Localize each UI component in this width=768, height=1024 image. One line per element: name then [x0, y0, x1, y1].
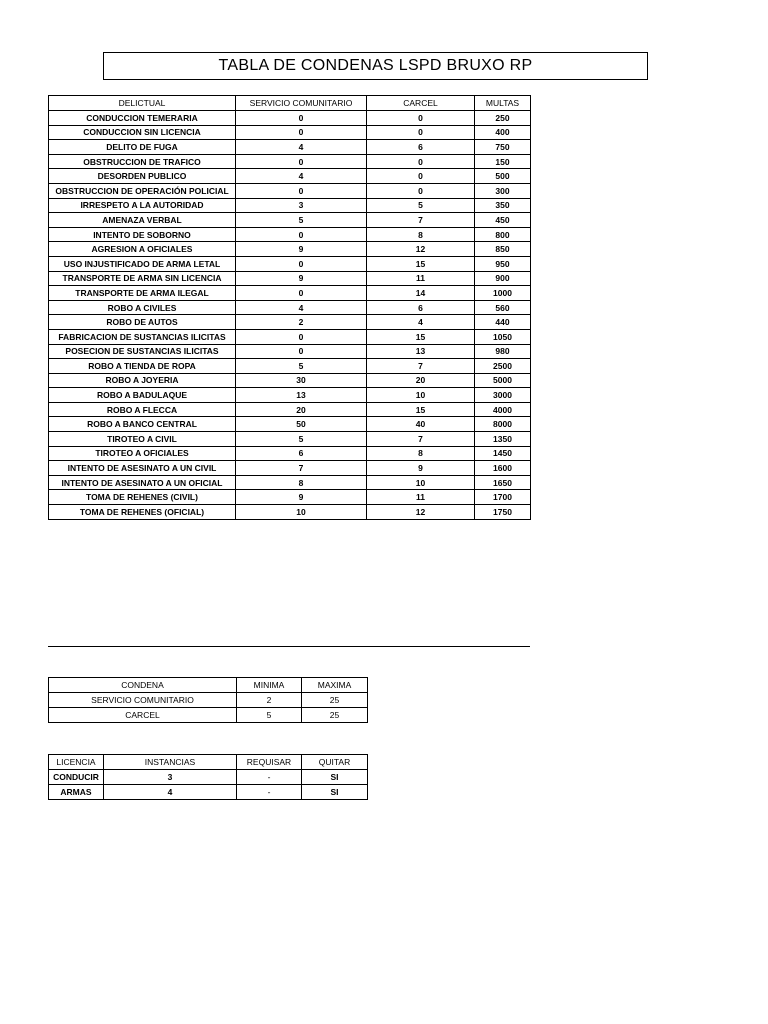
table-row	[49, 785, 368, 800]
table-row	[49, 446, 531, 461]
header-minima: MINIMA	[237, 678, 302, 693]
cell-delito: DELITO DE FUGA	[49, 140, 236, 155]
cell-multa: 800	[475, 227, 531, 242]
table-row	[49, 169, 531, 184]
page-title: TABLA DE CONDENAS LSPD BRUXO RP	[103, 52, 648, 80]
cell-multa: 1650	[475, 475, 531, 490]
cell-licencia: CONDUCIR	[49, 770, 104, 785]
cell-carcel: 40	[367, 417, 475, 432]
cell-servicio-comunitario: 9	[236, 271, 367, 286]
cell-servicio-comunitario: 0	[236, 329, 367, 344]
cell-delito: TIROTEO A CIVIL	[49, 432, 236, 447]
cell-delito: TRANSPORTE DE ARMA SIN LICENCIA	[49, 271, 236, 286]
cell-delito: ROBO A FLECCA	[49, 402, 236, 417]
cell-carcel: 0	[367, 154, 475, 169]
cell-delito: TIROTEO A OFICIALES	[49, 446, 236, 461]
cell-carcel: 5	[367, 198, 475, 213]
cell-quitar: SI	[302, 770, 368, 785]
cell-minima: 2	[237, 693, 302, 708]
header-instancias: INSTANCIAS	[104, 755, 237, 770]
cell-multa: 150	[475, 154, 531, 169]
cell-quitar: SI	[302, 785, 368, 800]
cell-servicio-comunitario: 8	[236, 475, 367, 490]
cell-servicio-comunitario: 9	[236, 242, 367, 257]
cell-delito: ROBO A BADULAQUE	[49, 388, 236, 403]
cell-carcel: 11	[367, 271, 475, 286]
cell-multa: 1700	[475, 490, 531, 505]
table-row	[49, 227, 531, 242]
table-row	[49, 505, 531, 520]
cell-multa: 560	[475, 300, 531, 315]
cell-delito: ROBO A TIENDA DE ROPA	[49, 359, 236, 374]
table-row	[49, 693, 368, 708]
cell-multa: 400	[475, 125, 531, 140]
cell-multa: 250	[475, 111, 531, 126]
cell-multa: 1350	[475, 432, 531, 447]
table-row	[49, 300, 531, 315]
table-row	[49, 417, 531, 432]
cell-servicio-comunitario: 20	[236, 402, 367, 417]
cell-servicio-comunitario: 10	[236, 505, 367, 520]
cell-carcel: 7	[367, 213, 475, 228]
cell-multa: 300	[475, 183, 531, 198]
cell-servicio-comunitario: 50	[236, 417, 367, 432]
cell-carcel: 12	[367, 505, 475, 520]
cell-multa: 3000	[475, 388, 531, 403]
cell-carcel: 15	[367, 256, 475, 271]
cell-servicio-comunitario: 5	[236, 213, 367, 228]
cell-servicio-comunitario: 2	[236, 315, 367, 330]
cell-carcel: 7	[367, 359, 475, 374]
header-condena: CONDENA	[49, 678, 237, 693]
cell-servicio-comunitario: 3	[236, 198, 367, 213]
cell-delito: AMENAZA VERBAL	[49, 213, 236, 228]
cell-servicio-comunitario: 7	[236, 461, 367, 476]
cell-carcel: 10	[367, 388, 475, 403]
table-row	[49, 461, 531, 476]
cell-servicio-comunitario: 0	[236, 183, 367, 198]
table-row	[49, 271, 531, 286]
cell-carcel: 13	[367, 344, 475, 359]
cell-servicio-comunitario: 0	[236, 154, 367, 169]
table-row	[49, 242, 531, 257]
table-row	[49, 329, 531, 344]
cell-servicio-comunitario: 0	[236, 111, 367, 126]
table-row	[49, 213, 531, 228]
table-row	[49, 154, 531, 169]
table-row	[49, 475, 531, 490]
cell-multa: 900	[475, 271, 531, 286]
cell-servicio-comunitario: 0	[236, 344, 367, 359]
table-row	[49, 708, 368, 723]
cell-multa: 5000	[475, 373, 531, 388]
cell-servicio-comunitario: 6	[236, 446, 367, 461]
cell-servicio-comunitario: 0	[236, 227, 367, 242]
table-row	[49, 373, 531, 388]
cell-delito: USO INJUSTIFICADO DE ARMA LETAL	[49, 256, 236, 271]
table-row	[49, 359, 531, 374]
section-divider	[48, 646, 530, 647]
cell-carcel: 7	[367, 432, 475, 447]
cell-delito: TOMA DE REHENES (OFICIAL)	[49, 505, 236, 520]
header-maxima: MAXIMA	[302, 678, 368, 693]
table-row	[49, 256, 531, 271]
cell-condena: SERVICIO COMUNITARIO	[49, 693, 237, 708]
condenas-table	[48, 95, 531, 520]
cell-multa: 950	[475, 256, 531, 271]
table-header-row	[49, 96, 531, 111]
cell-delito: IRRESPETO A LA AUTORIDAD	[49, 198, 236, 213]
cell-servicio-comunitario: 5	[236, 359, 367, 374]
cell-delito: INTENTO DE ASESINATO A UN CIVIL	[49, 461, 236, 476]
cell-delito: TRANSPORTE DE ARMA ILEGAL	[49, 286, 236, 301]
header-servicio-comunitario: SERVICIO COMUNITARIO	[236, 96, 367, 111]
cell-delito: CONDUCCION TEMERARIA	[49, 111, 236, 126]
cell-delito: ROBO A BANCO CENTRAL	[49, 417, 236, 432]
cell-multa: 850	[475, 242, 531, 257]
cell-multa: 2500	[475, 359, 531, 374]
cell-carcel: 15	[367, 402, 475, 417]
cell-servicio-comunitario: 9	[236, 490, 367, 505]
table-row	[49, 432, 531, 447]
cell-carcel: 8	[367, 446, 475, 461]
cell-carcel: 4	[367, 315, 475, 330]
cell-delito: OBSTRUCCION DE OPERACIÓN POLICIAL	[49, 183, 236, 198]
table-row	[49, 125, 531, 140]
cell-carcel: 9	[367, 461, 475, 476]
cell-multa: 1750	[475, 505, 531, 520]
table-row	[49, 402, 531, 417]
cell-delito: POSECION DE SUSTANCIAS ILICITAS	[49, 344, 236, 359]
cell-servicio-comunitario: 5	[236, 432, 367, 447]
cell-carcel: 20	[367, 373, 475, 388]
cell-delito: ROBO DE AUTOS	[49, 315, 236, 330]
condena-range-table	[48, 677, 368, 723]
cell-maxima: 25	[302, 693, 368, 708]
header-multas: MULTAS	[475, 96, 531, 111]
cell-carcel: 0	[367, 125, 475, 140]
header-delictual: DELICTUAL	[49, 96, 236, 111]
cell-delito: TOMA DE REHENES (CIVIL)	[49, 490, 236, 505]
cell-delito: DESORDEN PUBLICO	[49, 169, 236, 184]
cell-licencia: ARMAS	[49, 785, 104, 800]
cell-servicio-comunitario: 30	[236, 373, 367, 388]
header-carcel: CARCEL	[367, 96, 475, 111]
cell-carcel: 8	[367, 227, 475, 242]
cell-delito: ROBO A JOYERIA	[49, 373, 236, 388]
cell-multa: 1450	[475, 446, 531, 461]
table-row	[49, 388, 531, 403]
cell-carcel: 11	[367, 490, 475, 505]
cell-delito: INTENTO DE SOBORNO	[49, 227, 236, 242]
cell-carcel: 14	[367, 286, 475, 301]
table-header-row	[49, 678, 368, 693]
cell-minima: 5	[237, 708, 302, 723]
cell-multa: 8000	[475, 417, 531, 432]
cell-multa: 750	[475, 140, 531, 155]
cell-delito: INTENTO DE ASESINATO A UN OFICIAL	[49, 475, 236, 490]
cell-servicio-comunitario: 4	[236, 300, 367, 315]
table-row	[49, 140, 531, 155]
cell-servicio-comunitario: 0	[236, 125, 367, 140]
cell-carcel: 10	[367, 475, 475, 490]
cell-delito: FABRICACION DE SUSTANCIAS ILICITAS	[49, 329, 236, 344]
table-row	[49, 183, 531, 198]
cell-servicio-comunitario: 0	[236, 256, 367, 271]
table-row	[49, 198, 531, 213]
licencia-table	[48, 754, 368, 800]
cell-multa: 4000	[475, 402, 531, 417]
cell-carcel: 0	[367, 169, 475, 184]
table-row	[49, 490, 531, 505]
cell-servicio-comunitario: 0	[236, 286, 367, 301]
cell-multa: 980	[475, 344, 531, 359]
table-row	[49, 286, 531, 301]
cell-requisar: -	[237, 770, 302, 785]
cell-servicio-comunitario: 13	[236, 388, 367, 403]
cell-requisar: -	[237, 785, 302, 800]
cell-maxima: 25	[302, 708, 368, 723]
cell-carcel: 12	[367, 242, 475, 257]
header-quitar: QUITAR	[302, 755, 368, 770]
cell-multa: 450	[475, 213, 531, 228]
header-requisar: REQUISAR	[237, 755, 302, 770]
cell-carcel: 6	[367, 300, 475, 315]
cell-delito: AGRESION A OFICIALES	[49, 242, 236, 257]
cell-carcel: 0	[367, 111, 475, 126]
cell-servicio-comunitario: 4	[236, 140, 367, 155]
cell-carcel: 15	[367, 329, 475, 344]
cell-servicio-comunitario: 4	[236, 169, 367, 184]
cell-carcel: 6	[367, 140, 475, 155]
cell-instancias: 3	[104, 770, 237, 785]
cell-carcel: 0	[367, 183, 475, 198]
table-row	[49, 315, 531, 330]
cell-condena: CARCEL	[49, 708, 237, 723]
cell-multa: 1050	[475, 329, 531, 344]
table-row	[49, 770, 368, 785]
cell-multa: 350	[475, 198, 531, 213]
cell-delito: CONDUCCION SIN LICENCIA	[49, 125, 236, 140]
cell-multa: 500	[475, 169, 531, 184]
cell-delito: ROBO A CIVILES	[49, 300, 236, 315]
header-licencia: LICENCIA	[49, 755, 104, 770]
cell-instancias: 4	[104, 785, 237, 800]
cell-delito: OBSTRUCCION DE TRAFICO	[49, 154, 236, 169]
cell-multa: 1000	[475, 286, 531, 301]
table-header-row	[49, 755, 368, 770]
cell-multa: 440	[475, 315, 531, 330]
table-row	[49, 111, 531, 126]
cell-multa: 1600	[475, 461, 531, 476]
table-row	[49, 344, 531, 359]
